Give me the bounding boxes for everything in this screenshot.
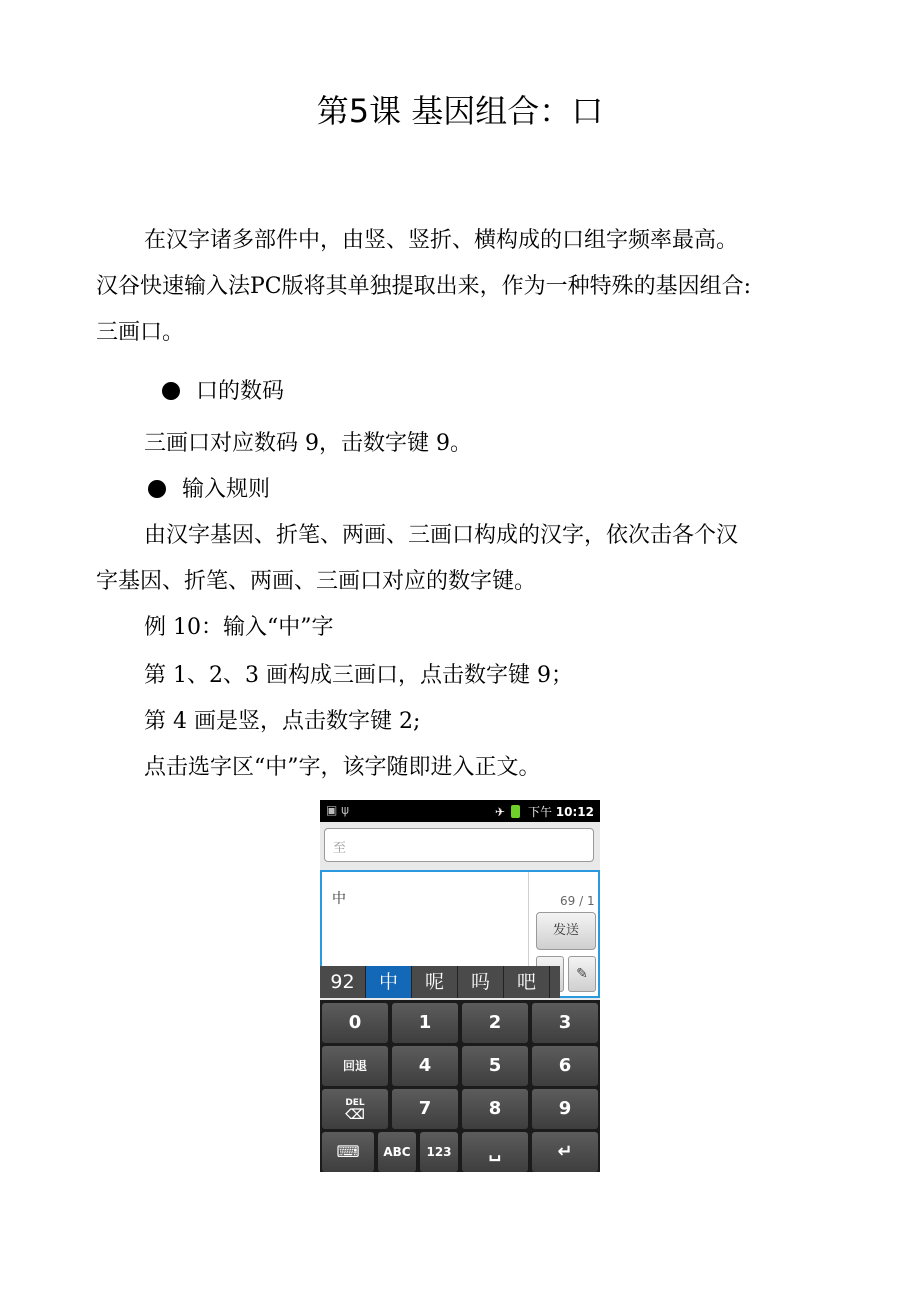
paperclip-icon[interactable]: ✎ [568, 956, 596, 992]
key-6[interactable]: 6 [532, 1046, 598, 1086]
candidate-bar [320, 966, 560, 998]
send-button[interactable]: 发送 [536, 912, 596, 950]
enter-icon[interactable]: ↵ [532, 1132, 598, 1172]
example-step-3: 点击选字区“中”字，该字随即进入正文。 [144, 755, 541, 780]
status-right [495, 803, 594, 820]
intro-line-1: 在汉字诸多部件中，由竖、竖折、横构成的口组字频率最高。 [144, 228, 739, 253]
airplane-icon: ✈ [494, 805, 505, 819]
space-icon[interactable]: ␣ [462, 1132, 528, 1172]
key-8[interactable]: 8 [462, 1089, 528, 1129]
example-step-1: 第 1、2、3 画构成三画口，点击数字键 9； [144, 663, 573, 688]
section-heading-digit: 口的数码 [162, 374, 284, 405]
intro-paragraph [96, 218, 826, 356]
key-7[interactable]: 7 [392, 1089, 458, 1129]
numeric-keyboard [320, 1000, 600, 1172]
phone-screenshot [320, 800, 600, 1172]
key-3[interactable]: 3 [532, 1003, 598, 1043]
candidate-item-selected[interactable]: 中 [366, 966, 412, 998]
status-bar [320, 800, 600, 822]
bullet-icon [162, 382, 180, 400]
battery-icon [511, 805, 520, 818]
example-title: 例 10：输入“中”字 [144, 615, 334, 640]
candidate-item[interactable]: 呢 [412, 966, 458, 998]
rules-line-2: 字基因、折笔、两画、三画口对应的数字键。 [96, 569, 537, 594]
compose-text: 中 [332, 891, 346, 907]
status-time: 10:12 [555, 805, 594, 819]
intro-line-3: 三画口。 [96, 320, 185, 345]
key-123[interactable]: 123 [420, 1132, 458, 1172]
key-5[interactable]: 5 [462, 1046, 528, 1086]
recipient-field[interactable] [324, 828, 594, 862]
candidate-item[interactable]: 吗 [458, 966, 504, 998]
keyboard-switch-icon[interactable]: ⌨ [322, 1132, 374, 1172]
time-prefix: 下午 [527, 805, 552, 819]
candidate-item[interactable]: 吧 [504, 966, 550, 998]
backspace-icon: ⌫ [345, 1107, 365, 1123]
example-step-2: 第 4 画是竖，点击数字键 2; [144, 709, 421, 734]
candidate-item[interactable]: 92 [320, 966, 366, 998]
key-0[interactable]: 0 [322, 1003, 388, 1043]
key-4[interactable]: 4 [392, 1046, 458, 1086]
page-title: 第5课 基因组合：口 [316, 92, 604, 130]
bullet-icon [148, 480, 166, 498]
key-9[interactable]: 9 [532, 1089, 598, 1129]
key-abc[interactable]: ABC [378, 1132, 416, 1172]
del-label: DEL [345, 1098, 365, 1108]
char-counter: 69 / 1 [560, 894, 595, 908]
intro-line-2: 汉谷快速输入法PC版将其单独提取出来，作为一种特殊的基因组合: [96, 274, 752, 299]
key-back[interactable]: 回退 [322, 1046, 388, 1086]
status-left-icons: ▣ ψ [326, 803, 350, 817]
rules-line-1: 由汉字基因、折笔、两画、三画口构成的汉字，依次击各个汉 [144, 523, 739, 548]
section-heading-rules: 输入规则 [148, 472, 270, 503]
key-1[interactable]: 1 [392, 1003, 458, 1043]
recipient-placeholder: 至 [333, 841, 347, 856]
section-body-digit: 三画口对应数码 9，击数字键 9。 [144, 431, 472, 456]
key-2[interactable]: 2 [462, 1003, 528, 1043]
key-delete[interactable] [322, 1089, 388, 1129]
